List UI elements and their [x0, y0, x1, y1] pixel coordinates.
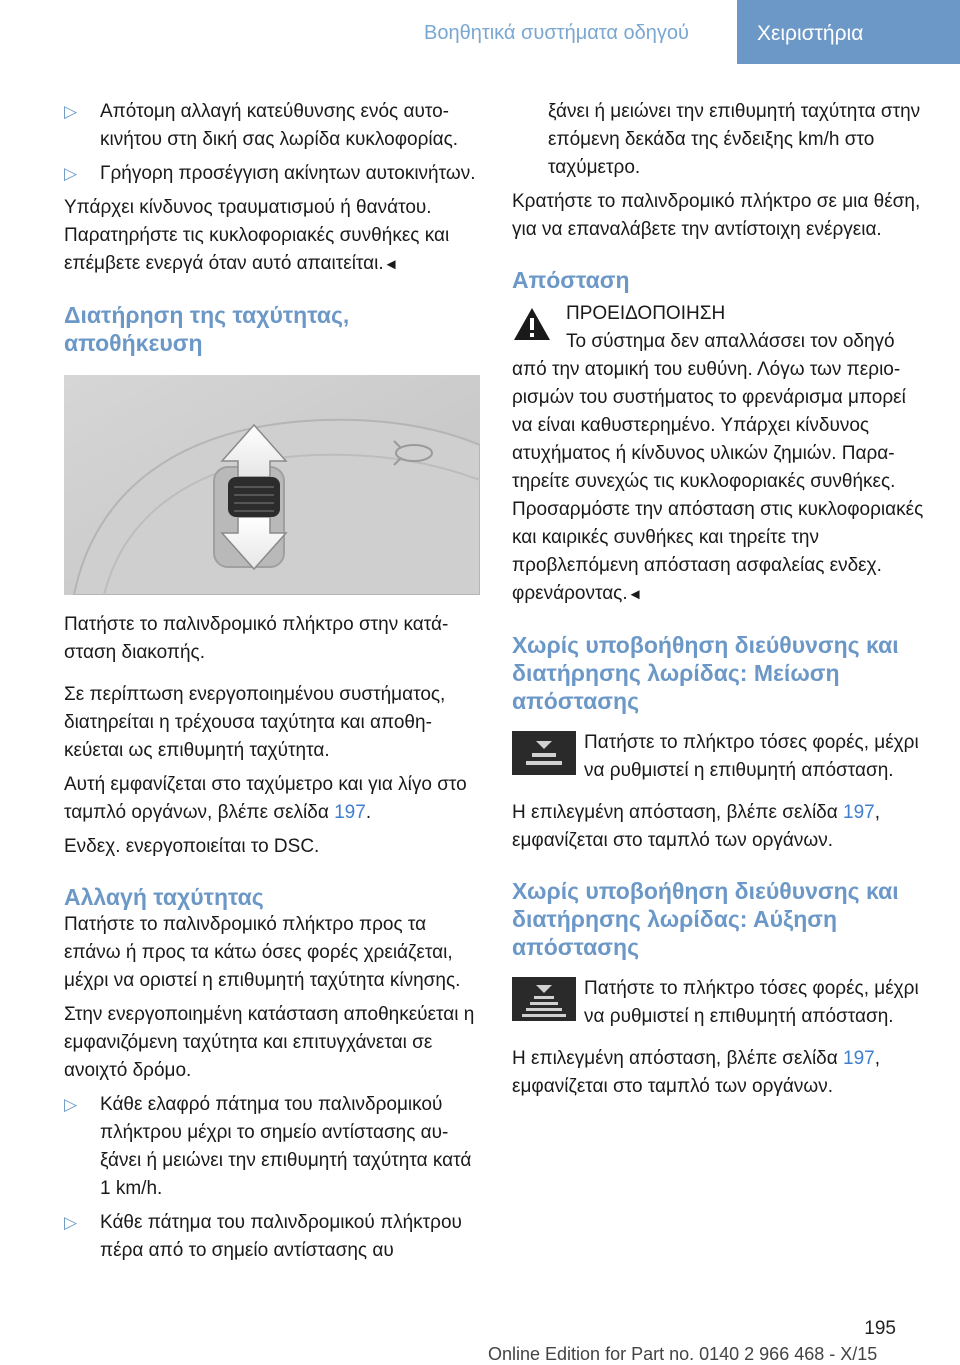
steering-wheel-photo: [64, 375, 480, 595]
edition-line: Online Edition for Part no. 0140 2 966 468 - X/15: [488, 1344, 878, 1364]
chapter-tab-label: Χειριστήρια: [757, 22, 864, 45]
paragraph: Πατήστε το πλήκτρο τόσες φορές, μέχρι να ρυθμιστεί η επιθυμητή απόσταση.: [584, 732, 919, 781]
page-link[interactable]: 197: [334, 802, 366, 823]
list-item: ▷ Γρήγορη προσέγγιση ακίνητων αυτοκινήτων.: [64, 160, 482, 188]
end-mark: ◄: [627, 586, 643, 603]
end-mark: ◄: [383, 256, 399, 273]
heading-distance: Απόσταση: [512, 267, 630, 293]
paragraph: Η επιλεγμένη απόσταση, βλέπε σελίδα 197, εμφανίζεται στο ταμπλό των οργάνων.: [512, 802, 880, 851]
paragraph: Πατήστε το παλινδρομικό πλήκτρο στην κατάσταση διακοπής.: [64, 614, 449, 663]
paragraph: Αυτή εμφανίζεται στο ταχύμετρο και για λίγο στο ταμπλό οργάνων, βλέπε σελίδα 197.: [64, 774, 467, 823]
list-item: ▷ Κάθε ελαφρό πάτημα του παλινδρομικού πλήκτρου μέχρι το σημείο αντίστασης αυξάνει ή μειώνει την επιθυμητή ταχύτητα κατά 1 km/h.: [64, 1091, 482, 1203]
page-header: [0, 0, 960, 64]
section-title: Βοηθητικά συστήματα οδηγού: [424, 22, 689, 44]
triangle-right-icon: ▷: [64, 1095, 78, 1114]
paragraph: Σε περίπτωση ενεργοποιημένου συστήματος, διατηρείται η τρέχουσα ταχύτητα και αποθηκεύεται ως επιθυμητή ταχύτητα.: [64, 684, 446, 761]
heading-change-speed: Αλλαγή ταχύτητας: [64, 884, 264, 910]
triangle-right-icon: ▷: [64, 164, 78, 183]
left-column: [64, 98, 482, 1265]
right-column: [512, 98, 926, 1101]
triangle-right-icon: ▷: [64, 102, 78, 121]
warning-block: [512, 300, 926, 609]
heading-decrease-distance: Χωρίς υποβοήθηση διεύθυνσης και διατήρησης λωρίδας: Μείωση απόστασης: [512, 632, 899, 714]
warning-triangle-icon: [512, 304, 552, 344]
warning-consequence: Υπάρχει κίνδυνος τραυματισμού ή θανάτου. Παρατηρήστε τις κυκλοφοριακές συνθήκες και επέμβετε ενεργά όταν αυτό απαιτείται.◄: [64, 197, 450, 274]
heading-increase-distance: Χωρίς υποβοήθηση διεύθυνσης και διατήρησης λωρίδας: Αύξηση απόστασης: [512, 878, 899, 960]
paragraph: Στην ενεργοποιημένη κατάσταση αποθηκεύεται η εμφανιζόμενη ταχύτητα και επιτυγχάνεται σε ανοιχτό δρόμο.: [64, 1004, 475, 1081]
warning-title: ΠΡΟΕΙΔΟΠΟΙΗΣΗ: [566, 303, 726, 324]
chapter-tab: [737, 0, 960, 64]
increase-distance-instruction: [512, 975, 926, 1031]
list-item: ▷ Απότομη αλλαγή κατεύθυνσης ενός αυτοκινήτου στη δική σας λωρίδα κυκλοφορίας.: [64, 98, 482, 154]
triangle-right-icon: ▷: [64, 1213, 78, 1232]
paragraph: Η επιλεγμένη απόσταση, βλέπε σελίδα 197, εμφανίζεται στο ταμπλό των οργάνων.: [512, 1048, 880, 1097]
distance-increase-icon: [512, 977, 576, 1021]
page-link[interactable]: 197: [843, 802, 875, 823]
paragraph: Πατήστε το πλήκτρο τόσες φορές, μέχρι να ρυθμιστεί η επιθυμητή απόσταση.: [584, 978, 919, 1027]
distance-decrease-icon: [512, 731, 576, 775]
page-link[interactable]: 197: [843, 1048, 875, 1069]
decrease-distance-instruction: [512, 729, 926, 785]
paragraph: Πατήστε το παλινδρομικό πλήκτρο προς τα επάνω ή προς τα κάτω όσες φορές χρειάζεται, μέχρι να οριστεί η επιθυμητή ταχύτητα κίνησης.: [64, 914, 461, 991]
list-item: ▷ Κάθε πάτημα του παλινδρομικού πλήκτρου πέρα από το σημείο αντίστασης αυ: [64, 1209, 482, 1265]
paragraph: Ενδεχ. ενεργοποιείται το DSC.: [64, 836, 320, 857]
page-number: 195: [864, 1318, 896, 1339]
paragraph: Κρατήστε το παλινδρομικό πλήκτρο σε μια θέση, για να επαναλάβετε την αντίστοιχη ενέργεια.: [512, 191, 921, 240]
list-item-continued: ξάνει ή μειώνει την επιθυμητή ταχύτητα στην επόμενη δεκάδα της ένδειξης km/h στο ταχύμετρο.: [548, 101, 921, 178]
warning-body: Το σύστημα δεν απαλλάσσει τον οδηγό από την ατομική του ευθύνη. Λόγω των περιορισμών του συστήματος το φρενάρισμα μπορεί να είναι καθυστερημένο. Υπάρχει κίνδυνος ατυχήματος ή κίνδυνος υλικών ζημιών. Παρατηρείτε συνεχώς τις κυκλοφοριακές συνθήκες. Προσαρμόστε την απόσταση στις κυκλοφοριακές και καιρικές συνθήκες και τηρείτε την προβλεπόμενη απόσταση ασφαλείας ενδεχ. φρενάροντας.◄: [512, 331, 924, 604]
heading-maintain-speed: Διατήρηση της ταχύτητας, αποθήκευση: [64, 302, 350, 356]
